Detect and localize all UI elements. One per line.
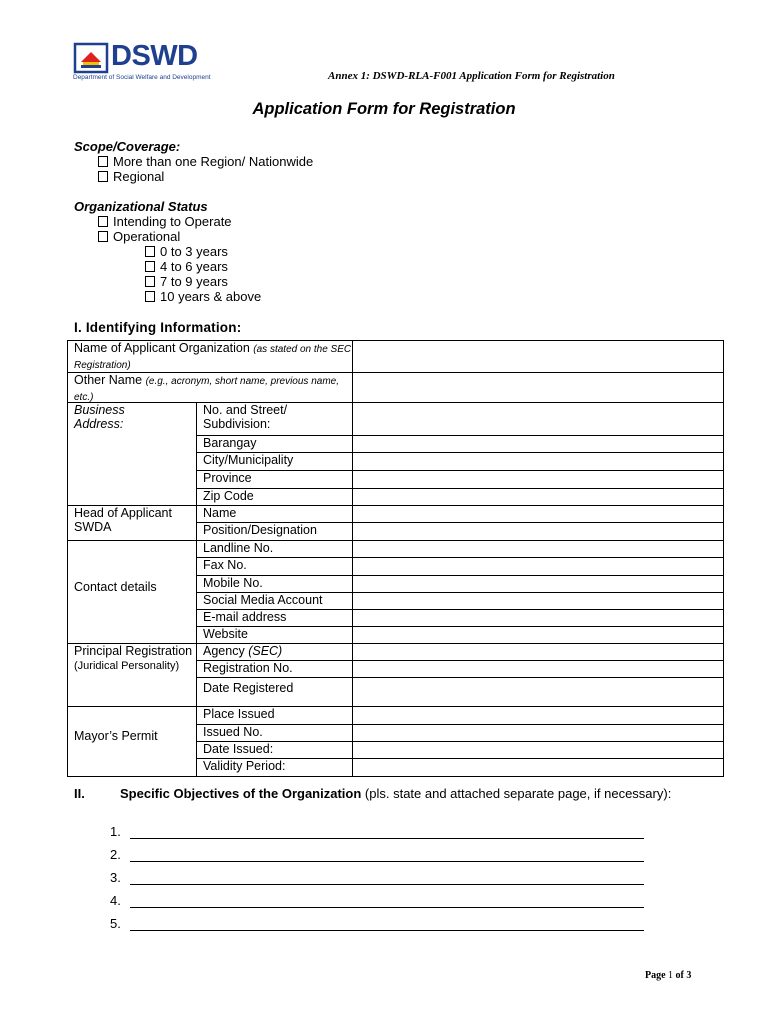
objective-number-2: 2. — [110, 847, 121, 862]
objective-line-3[interactable] — [130, 884, 644, 885]
date-registered-field[interactable] — [352, 677, 724, 706]
mobile-label: Mobile No. — [196, 575, 352, 592]
page-current: 1 — [668, 970, 674, 981]
years-option-4-6[interactable] — [145, 259, 228, 274]
mobile-field[interactable] — [352, 575, 724, 592]
checkbox[interactable] — [98, 216, 108, 227]
position-field[interactable] — [352, 522, 724, 540]
option-label: More than one Region/ Nationwide — [113, 154, 314, 169]
registration-no-label: Registration No. — [196, 660, 352, 677]
fax-label: Fax No. — [196, 557, 352, 575]
objective-line-4[interactable] — [130, 907, 644, 908]
landline-label: Landline No. — [196, 540, 352, 557]
social-media-label: Social Media Account — [196, 592, 352, 609]
org-name-text: Name of Applicant Organization — [74, 341, 250, 355]
principal-text: Principal Registration — [74, 644, 193, 658]
dswd-emblem-icon — [73, 42, 109, 74]
objective-number-3: 3. — [110, 870, 121, 885]
years-option-7-9[interactable] — [145, 274, 228, 289]
checkbox[interactable] — [145, 291, 155, 302]
option-label: Operational — [113, 229, 181, 244]
address-text: Address — [74, 417, 120, 431]
option-label: 4 to 6 years — [160, 259, 228, 274]
org-name-note: (as stated on the SEC Registration) — [74, 344, 352, 371]
scope-option-regional[interactable] — [98, 169, 164, 184]
province-label: Province — [196, 470, 352, 488]
date-issued-field[interactable] — [352, 741, 724, 758]
years-option-10-above[interactable] — [145, 289, 261, 304]
email-label: E-mail address — [196, 609, 352, 626]
zip-field[interactable] — [352, 488, 724, 505]
dswd-logo — [73, 42, 221, 84]
city-field[interactable] — [352, 452, 724, 470]
validity-label: Validity Period: — [196, 758, 352, 776]
page-prefix: Page — [645, 970, 666, 981]
validity-field[interactable] — [352, 758, 724, 776]
street-label: No. and Street/ Subdivision: — [196, 402, 352, 435]
option-label: Intending to Operate — [113, 214, 232, 229]
checkbox[interactable] — [98, 231, 108, 242]
status-option-intending[interactable] — [98, 214, 232, 229]
place-issued-field[interactable] — [352, 706, 724, 724]
agency-note: (SEC) — [248, 644, 283, 658]
org-name-field[interactable] — [352, 340, 724, 372]
website-label: Website — [196, 626, 352, 643]
checkbox[interactable] — [98, 156, 108, 167]
option-label: Regional — [113, 169, 165, 184]
social-media-field[interactable] — [352, 592, 724, 609]
head-name-field[interactable] — [352, 505, 724, 522]
mayors-permit-label: Mayor’s Permit — [67, 706, 196, 776]
principal-registration-label — [67, 643, 196, 706]
checkbox[interactable] — [145, 261, 155, 272]
issued-no-field[interactable] — [352, 724, 724, 741]
objective-number-5: 5. — [110, 916, 121, 931]
section-2-title: Specific Objectives of the Organization — [120, 786, 362, 801]
page-suffix: of 3 — [675, 970, 692, 981]
fax-field[interactable] — [352, 557, 724, 575]
landline-field[interactable] — [352, 540, 724, 557]
page-title: Application Form for Registration — [252, 100, 516, 118]
barangay-label: Barangay — [196, 435, 352, 452]
years-option-0-3[interactable] — [145, 244, 228, 259]
other-name-note: (e.g., acronym, short name, previous name, etc.) — [74, 376, 339, 402]
registration-no-field[interactable] — [352, 660, 724, 677]
contact-label: Contact details — [67, 540, 196, 643]
province-field[interactable] — [352, 470, 724, 488]
business-address-label: Business Address: — [67, 402, 196, 505]
identifying-info-table — [67, 340, 724, 776]
head-label: Head of Applicant SWDA — [67, 505, 196, 540]
annex-label: Annex 1: DSWD-RLA-F001 Application Form for Registration — [328, 70, 615, 82]
zip-label: Zip Code — [196, 488, 352, 505]
other-name-field[interactable] — [352, 372, 724, 402]
identifying-info-heading: I. Identifying Information: — [74, 320, 242, 335]
agency-label — [196, 643, 352, 660]
org-status-heading: Organizational Status — [74, 199, 208, 214]
logo-subtitle: Department of Social Welfare and Development — [73, 74, 211, 81]
objective-number-4: 4. — [110, 893, 121, 908]
city-label: City/Municipality — [196, 452, 352, 470]
option-label: 0 to 3 years — [160, 244, 228, 259]
status-option-operational[interactable] — [98, 229, 180, 244]
head-name-label: Name — [196, 505, 352, 522]
business-text: Business — [74, 403, 125, 417]
checkbox[interactable] — [145, 246, 155, 257]
objective-number-1: 1. — [110, 824, 121, 839]
date-issued-label: Date Issued: — [196, 741, 352, 758]
scope-option-nationwide[interactable] — [98, 154, 313, 169]
option-label: 7 to 9 years — [160, 274, 228, 289]
section-2-heading — [120, 786, 688, 801]
street-field[interactable] — [352, 402, 724, 435]
objective-line-2[interactable] — [130, 861, 644, 862]
issued-no-label: Issued No. — [196, 724, 352, 741]
email-field[interactable] — [352, 609, 724, 626]
objective-line-1[interactable] — [130, 838, 644, 839]
principal-note: (Juridical Personality) — [74, 660, 180, 672]
agency-field[interactable] — [352, 643, 724, 660]
scope-heading: Scope/Coverage: — [74, 139, 181, 154]
objective-line-5[interactable] — [130, 930, 644, 931]
logo-text: DSWD — [111, 40, 198, 72]
date-registered-label: Date Registered — [196, 677, 352, 706]
page-number — [645, 970, 691, 981]
checkbox[interactable] — [145, 276, 155, 287]
section-2-note: (pls. state and attached separate page, if necessary): — [364, 786, 672, 801]
place-issued-label: Place Issued — [196, 706, 352, 724]
agency-text: Agency — [203, 644, 245, 658]
other-name-text: Other Name — [74, 373, 143, 387]
option-label: 10 years & above — [160, 289, 262, 304]
section-2-number: II. — [74, 786, 85, 801]
checkbox[interactable] — [98, 171, 108, 182]
website-field[interactable] — [352, 626, 724, 643]
barangay-field[interactable] — [352, 435, 724, 452]
other-name-label — [67, 372, 352, 402]
org-name-label — [67, 340, 352, 372]
position-label: Position/Designation — [196, 522, 352, 540]
